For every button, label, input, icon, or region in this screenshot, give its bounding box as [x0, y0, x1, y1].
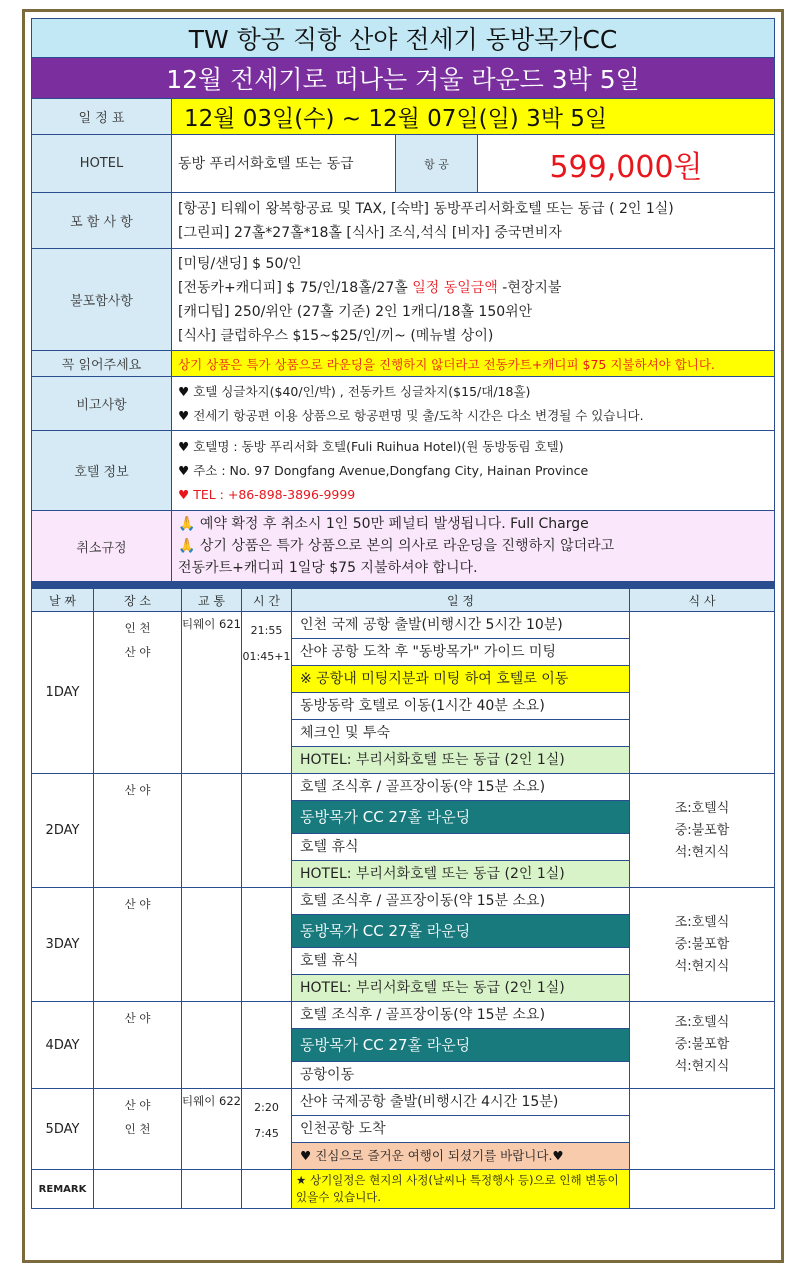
- meal-item: 조:호텔식: [674, 800, 730, 816]
- meal-item: 중:불포함: [674, 936, 730, 952]
- hotel-tel: TEL : +86-898-3896-9999: [193, 486, 356, 502]
- excluded-label: 불포함사항: [32, 249, 172, 351]
- cancel-line: 전동카트+캐디피 1일당 $75 지불하셔야 합니다.: [178, 560, 478, 576]
- place-name: 인 천: [124, 1122, 151, 1136]
- meal-item: 중:불포함: [674, 822, 730, 838]
- excluded-line: [178, 276, 768, 300]
- day-transport: 티웨이 622: [182, 1089, 242, 1170]
- mustread-notice: 상기 상품은 특가 상품으로 라운딩을 진행하지 않더라고 전동카트+캐디피 $75 지불하셔야 합니다.: [172, 351, 775, 377]
- schedule-label: 일 정 표: [32, 99, 172, 135]
- schedule-item: 인천공항 도착: [292, 1116, 630, 1143]
- heart-icon: ♥: [178, 486, 190, 502]
- heart-icon: ♥: [178, 407, 190, 423]
- heart-icon: ♥: [552, 1148, 564, 1163]
- schedule-item-highlight: ※ 공항내 미팅지분과 미팅 하여 호텔로 이동: [292, 666, 630, 693]
- meal-item: 석:현지식: [674, 1059, 730, 1074]
- col-time: 시 간: [242, 589, 292, 612]
- cancel-policy: [172, 511, 775, 582]
- excluded-line: [미팅/샌딩] $ 50/인: [178, 255, 302, 272]
- hotel-name: 호텔명 : 동방 푸리서화 호텔(Fuli Ruihua Hotel)(원 동방동림 호텔): [193, 438, 564, 454]
- cancel-label: 취소규정: [32, 511, 172, 582]
- schedule-item-hotel: HOTEL: 부리서화호텔 또는 동급 (2인 1실): [292, 747, 630, 774]
- schedule-item-golf: 동방목가 CC 27홀 라운딩: [292, 1029, 630, 1062]
- meal-item: 조:호텔식: [674, 1015, 730, 1030]
- price: 599,000원: [478, 135, 775, 193]
- excluded-items: [172, 249, 775, 351]
- remark-empty: [94, 1170, 182, 1209]
- day-place: 산 야: [94, 1002, 182, 1089]
- remark-empty: [630, 1170, 775, 1209]
- farewell-text: 진심으로 즐거운 여행이 되셨기를 바랍니다.: [315, 1148, 553, 1163]
- day-meal: [630, 774, 775, 888]
- day-transport: 티웨이 621: [182, 612, 242, 774]
- remark-text: ★ 상기일정은 현지의 사정(날씨나 특정행사 등)으로 인해 변동이 있을수 있습니다.: [292, 1170, 630, 1209]
- day-place: 산 야: [94, 774, 182, 888]
- included-line: [그린피] 27홀*27홀*18홀 [식사] 조식,석식 [비자] 중국면비자: [178, 224, 562, 241]
- time-value: 7:45: [254, 1127, 279, 1140]
- day-meal: [630, 888, 775, 1002]
- col-place: 장 소: [94, 589, 182, 612]
- remarks-label: 비고사항: [32, 377, 172, 431]
- excluded-line: [식사] 클럽하우스 $15~$25/인/끼~ (메뉴별 상이): [178, 327, 494, 344]
- day-time: [242, 1002, 292, 1089]
- schedule-item: 산야 국제공항 출발(비행시간 4시간 15분): [292, 1089, 630, 1116]
- day-label: 4DAY: [32, 1002, 94, 1089]
- meal-item: 조:호텔식: [674, 914, 730, 930]
- schedule-item: 체크인 및 투숙: [292, 720, 630, 747]
- heart-icon: ♥: [178, 462, 190, 478]
- heart-icon: ♥: [178, 383, 190, 399]
- day-time: [242, 1089, 292, 1170]
- excluded-text: [전동카+캐디피] $ 75/인/18홀/27홀: [178, 279, 413, 296]
- day-transport: [182, 1002, 242, 1089]
- day-transport: [182, 888, 242, 1002]
- hotel-label: HOTEL: [32, 135, 172, 193]
- schedule-item: 산야 공항 도착 후 "동방목가" 가이드 미팅: [292, 639, 630, 666]
- hotel-value: 동방 푸리서화호텔 또는 동급: [172, 135, 396, 193]
- remarks-items: [172, 377, 775, 431]
- remark-line: [178, 380, 768, 404]
- excluded-text: -현장지불: [497, 279, 562, 296]
- day-time: [242, 774, 292, 888]
- place-name: 인 천: [124, 621, 151, 635]
- time-value: 21:55: [250, 624, 283, 637]
- day-place: [94, 612, 182, 774]
- document-content: [31, 18, 775, 1254]
- day-label: 2DAY: [32, 774, 94, 888]
- day-label: 3DAY: [32, 888, 94, 1002]
- cancel-text: 예약 확정 후 취소시 1인 50만 페널티 발생됩니다. Full Charge: [199, 516, 589, 532]
- remark-line: [178, 404, 768, 428]
- remark-empty: [182, 1170, 242, 1209]
- cancel-line: [178, 513, 768, 535]
- heart-icon: ♥: [178, 438, 190, 454]
- day-label: 1DAY: [32, 612, 94, 774]
- meal-item: 중:불포함: [674, 1037, 730, 1052]
- page-subtitle: 12월 전세기로 떠나는 겨울 라운드 3박 5일: [32, 58, 775, 99]
- hotel-address: 주소 : No. 97 Dongfang Avenue,Dongfang City, Hainan Province: [193, 462, 589, 478]
- info-table: [31, 18, 775, 582]
- pray-icon: 🙏: [178, 538, 196, 554]
- col-meal: 식 사: [630, 589, 775, 612]
- schedule-item: 동방동락 호텔로 이동(1시간 40분 소요): [292, 693, 630, 720]
- meal-item: 석:현지식: [674, 958, 730, 974]
- remark-text: 호텔 싱글차지($40/인/박) , 전동카트 싱글차지($15/대/18홀): [193, 383, 531, 399]
- heart-icon: ♥: [300, 1148, 312, 1163]
- document-frame: [22, 9, 784, 1263]
- day-time: [242, 612, 292, 774]
- day-place: 산 야: [94, 888, 182, 1002]
- remark-empty: [242, 1170, 292, 1209]
- remark-label: REMARK: [32, 1170, 94, 1209]
- place-name: 산 야: [124, 645, 151, 659]
- excluded-line: [캐디팁] 250/위안 (27홀 기준) 2인 1캐디/18홀 150위안: [178, 303, 533, 320]
- meal-item: 석:현지식: [674, 844, 730, 860]
- day-place: [94, 1089, 182, 1170]
- place-name: 산 야: [124, 1098, 151, 1112]
- cancel-line: [178, 535, 768, 557]
- hotel-address-line: [178, 459, 768, 483]
- day-meal: [630, 612, 775, 774]
- cancel-text: 상기 상품은 특가 상품으로 본의 의사로 라운딩을 진행하지 않더라고: [199, 538, 615, 554]
- day-meal: [630, 1089, 775, 1170]
- pray-icon: 🙏: [178, 516, 196, 532]
- col-schedule: 일 정: [292, 589, 630, 612]
- schedule-item-golf: 동방목가 CC 27홀 라운딩: [292, 801, 630, 834]
- schedule-item: 호텔 조식후 / 골프장이동(약 15분 소요): [292, 774, 630, 801]
- day-time: [242, 888, 292, 1002]
- schedule-item: 호텔 휴식: [292, 834, 630, 861]
- excluded-highlight: 일정 동일금액: [412, 279, 498, 296]
- hotel-name-line: [178, 435, 768, 459]
- included-items: [172, 193, 775, 249]
- schedule-item: 공항이동: [292, 1062, 630, 1089]
- air-label: 항 공: [396, 135, 478, 193]
- schedule-item-farewell: [292, 1143, 630, 1170]
- schedule-item-hotel: HOTEL: 부리서화호텔 또는 동급 (2인 1실): [292, 861, 630, 888]
- day-label: 5DAY: [32, 1089, 94, 1170]
- col-transport: 교 통: [182, 589, 242, 612]
- time-value: 2:20: [254, 1101, 279, 1114]
- hotelinfo-label: 호텔 정보: [32, 431, 172, 511]
- schedule-item: 호텔 조식후 / 골프장이동(약 15분 소요): [292, 1002, 630, 1029]
- day-transport: [182, 774, 242, 888]
- time-value: 01:45+1: [242, 650, 291, 663]
- col-date: 날 짜: [32, 589, 94, 612]
- schedule-dates: 12월 03일(수) ~ 12월 07일(일) 3박 5일: [172, 99, 775, 135]
- hotel-tel-line: [178, 483, 768, 507]
- schedule-item-golf: 동방목가 CC 27홀 라운딩: [292, 915, 630, 948]
- schedule-item: 인천 국제 공항 출발(비행시간 5시간 10분): [292, 612, 630, 639]
- hotelinfo-items: [172, 431, 775, 511]
- page-title: TW 항공 직항 산야 전세기 동방목가CC: [32, 19, 775, 58]
- included-line: [항공] 티웨이 왕복항공료 및 TAX, [숙박] 동방푸리서화호텔 또는 동급 ( 2인 1실): [178, 200, 674, 217]
- schedule-item: 호텔 휴식: [292, 948, 630, 975]
- schedule-item: 호텔 조식후 / 골프장이동(약 15분 소요): [292, 888, 630, 915]
- included-label: 포 함 사 항: [32, 193, 172, 249]
- itinerary-header: [32, 589, 775, 612]
- remark-text: 전세기 항공편 이용 상품으로 항공편명 및 출/도착 시간은 다소 변경될 수 있습니다.: [193, 407, 644, 423]
- itinerary-table: [31, 588, 775, 1209]
- schedule-item-hotel: HOTEL: 부리서화호텔 또는 동급 (2인 1실): [292, 975, 630, 1002]
- day-meal: [630, 1002, 775, 1089]
- mustread-label: 꼭 읽어주세요: [32, 351, 172, 377]
